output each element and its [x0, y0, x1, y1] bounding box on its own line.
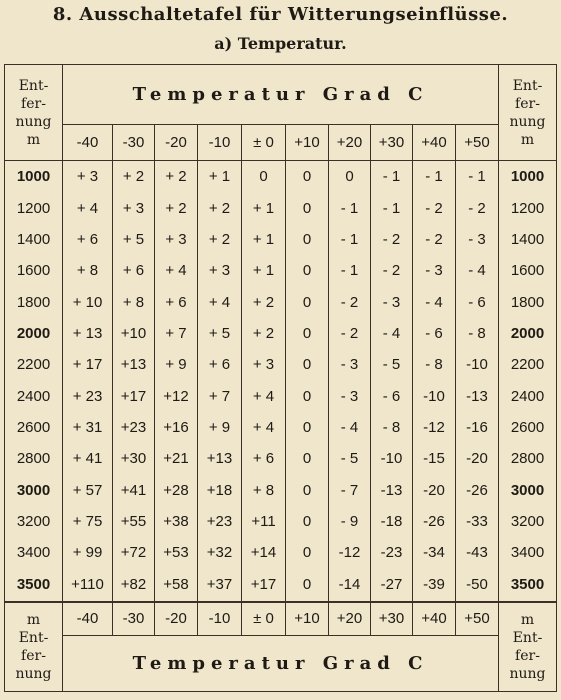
correction-cell: 0 [286, 443, 329, 474]
correction-cell: -12 [413, 412, 456, 443]
distance-header-left [5, 65, 63, 161]
correction-cell: - 5 [371, 349, 413, 380]
distance-footer-line: nung [15, 665, 52, 682]
distance-cell-left: 1600 [5, 255, 63, 286]
correction-cell: - 1 [329, 255, 371, 286]
correction-cell: + 4 [155, 255, 198, 286]
correction-cell: +17 [113, 381, 155, 412]
distance-cell-left: 2600 [5, 412, 63, 443]
correction-cell: + 57 [63, 474, 113, 505]
correction-cell: +53 [155, 537, 198, 568]
correction-cell: - 1 [456, 161, 499, 193]
distance-cell-left: 2200 [5, 349, 63, 380]
temperature-footer: ± 0 [242, 602, 286, 636]
distance-footer-line: fer- [21, 647, 46, 664]
temperature-footer: -30 [113, 602, 155, 636]
correction-cell: +21 [155, 443, 198, 474]
correction-cell: 0 [286, 568, 329, 601]
distance-footer-line: fer- [515, 647, 540, 664]
correction-cell: +23 [113, 412, 155, 443]
section-title: a) Temperatur. [214, 34, 347, 53]
correction-cell: - 6 [413, 318, 456, 349]
temperature-span-header-bottom: Temperatur Grad C [63, 636, 499, 692]
distance-cell-left: 3000 [5, 474, 63, 505]
correction-cell: +72 [113, 537, 155, 568]
correction-cell: - 2 [456, 193, 499, 224]
correction-cell: - 3 [456, 224, 499, 255]
distance-cell-right: 1200 [499, 193, 557, 224]
temperature-header: -40 [63, 125, 113, 161]
correction-cell: + 4 [242, 412, 286, 443]
correction-cell: 0 [286, 287, 329, 318]
page-title: 8. Ausschaltetafel für Witterungseinflüsse. [52, 4, 509, 25]
correction-cell: + 1 [242, 255, 286, 286]
distance-cell-right: 3000 [499, 474, 557, 505]
correction-table [4, 64, 557, 692]
table-row [5, 568, 557, 601]
correction-cell: 0 [286, 506, 329, 537]
distance-cell-left: 3500 [5, 568, 63, 601]
correction-cell: - 6 [371, 381, 413, 412]
correction-cell: - 3 [413, 255, 456, 286]
correction-cell: + 3 [113, 193, 155, 224]
correction-cell: + 75 [63, 506, 113, 537]
temperature-header: ± 0 [242, 125, 286, 161]
correction-cell: -10 [371, 443, 413, 474]
correction-cell: + 31 [63, 412, 113, 443]
table-row [5, 537, 557, 568]
correction-cell: -34 [413, 537, 456, 568]
correction-cell: +13 [113, 349, 155, 380]
temperature-footer: -40 [63, 602, 113, 636]
correction-cell: -16 [456, 412, 499, 443]
correction-cell: + 9 [198, 412, 242, 443]
correction-cell: + 4 [63, 193, 113, 224]
distance-cell-left: 1800 [5, 287, 63, 318]
correction-cell: -13 [371, 474, 413, 505]
distance-cell-right: 2800 [499, 443, 557, 474]
temperature-header-row-top [5, 125, 557, 161]
correction-cell: + 3 [155, 224, 198, 255]
correction-cell: + 41 [63, 443, 113, 474]
temperature-footer: +50 [456, 602, 499, 636]
correction-cell: +11 [242, 506, 286, 537]
correction-cell: - 8 [413, 349, 456, 380]
correction-cell: 0 [286, 537, 329, 568]
correction-cell: -14 [329, 568, 371, 601]
correction-cell: - 1 [329, 224, 371, 255]
correction-cell: +55 [113, 506, 155, 537]
temperature-header: -10 [198, 125, 242, 161]
distance-cell-right: 2200 [499, 349, 557, 380]
correction-cell: + 6 [113, 255, 155, 286]
distance-cell-left: 3200 [5, 506, 63, 537]
distance-cell-right: 3200 [499, 506, 557, 537]
correction-cell: +30 [113, 443, 155, 474]
correction-cell: 0 [286, 474, 329, 505]
distance-cell-left: 1000 [5, 161, 63, 193]
correction-cell: 0 [286, 255, 329, 286]
correction-cell: - 1 [413, 161, 456, 193]
correction-cell: - 2 [371, 255, 413, 286]
distance-header-line: fer- [515, 95, 540, 112]
distance-header-line: fer- [21, 95, 46, 112]
correction-cell: +12 [155, 381, 198, 412]
correction-cell: +37 [198, 568, 242, 601]
correction-cell: - 4 [456, 255, 499, 286]
correction-cell: + 2 [155, 193, 198, 224]
distance-cell-right: 2600 [499, 412, 557, 443]
correction-cell: -15 [413, 443, 456, 474]
table-row [5, 349, 557, 380]
correction-cell: - 3 [329, 349, 371, 380]
correction-cell: + 17 [63, 349, 113, 380]
correction-cell: + 6 [63, 224, 113, 255]
correction-cell: +18 [198, 474, 242, 505]
correction-cell: -26 [413, 506, 456, 537]
table-row [5, 161, 557, 193]
correction-cell: + 13 [63, 318, 113, 349]
distance-footer-line: nung [509, 665, 546, 682]
temperature-header: +40 [413, 125, 456, 161]
correction-cell: + 1 [198, 161, 242, 193]
distance-cell-right: 1800 [499, 287, 557, 318]
correction-cell: - 2 [413, 193, 456, 224]
distance-cell-right: 2400 [499, 381, 557, 412]
correction-cell: - 3 [329, 381, 371, 412]
distance-cell-right: 1600 [499, 255, 557, 286]
correction-cell: +16 [155, 412, 198, 443]
distance-footer-left [5, 602, 63, 692]
correction-cell: + 5 [198, 318, 242, 349]
correction-cell: -26 [456, 474, 499, 505]
correction-cell: - 2 [413, 224, 456, 255]
correction-cell: + 2 [198, 224, 242, 255]
temperature-header: +10 [286, 125, 329, 161]
correction-cell: +28 [155, 474, 198, 505]
correction-cell: - 1 [371, 161, 413, 193]
correction-cell: + 99 [63, 537, 113, 568]
correction-cell: +10 [113, 318, 155, 349]
table-body [5, 161, 557, 602]
temperature-header: -30 [113, 125, 155, 161]
distance-header-line: m [26, 131, 41, 148]
correction-cell: + 3 [198, 255, 242, 286]
correction-cell: 0 [286, 412, 329, 443]
correction-cell: + 1 [242, 224, 286, 255]
correction-cell: + 4 [198, 287, 242, 318]
correction-cell: + 6 [155, 287, 198, 318]
temperature-span-header-top: Temperatur Grad C [63, 65, 499, 125]
correction-cell: + 2 [242, 287, 286, 318]
correction-cell: + 9 [155, 349, 198, 380]
correction-cell: - 2 [329, 318, 371, 349]
correction-cell: -20 [456, 443, 499, 474]
distance-cell-left: 1200 [5, 193, 63, 224]
correction-cell: +23 [198, 506, 242, 537]
distance-cell-right: 3400 [499, 537, 557, 568]
correction-cell: + 8 [63, 255, 113, 286]
correction-cell: + 8 [113, 287, 155, 318]
correction-cell: - 5 [329, 443, 371, 474]
correction-cell: 0 [286, 318, 329, 349]
distance-footer-right [499, 602, 557, 692]
correction-cell: -43 [456, 537, 499, 568]
correction-cell: -50 [456, 568, 499, 601]
correction-cell: - 4 [371, 318, 413, 349]
correction-cell: 0 [286, 193, 329, 224]
distance-footer-line: Ent- [18, 629, 49, 646]
correction-cell: -13 [456, 381, 499, 412]
distance-header-line: Ent- [512, 77, 543, 94]
correction-cell: 0 [286, 161, 329, 193]
correction-cell: -39 [413, 568, 456, 601]
correction-cell: -27 [371, 568, 413, 601]
distance-header-line: Ent- [18, 77, 49, 94]
correction-cell: + 6 [198, 349, 242, 380]
correction-cell: - 1 [371, 193, 413, 224]
correction-cell: -10 [456, 349, 499, 380]
distance-cell-right: 2000 [499, 318, 557, 349]
correction-cell: +38 [155, 506, 198, 537]
temperature-footer: -10 [198, 602, 242, 636]
correction-cell: -20 [413, 474, 456, 505]
distance-cell-right: 1400 [499, 224, 557, 255]
temperature-header: +20 [329, 125, 371, 161]
temperature-header: +50 [456, 125, 499, 161]
correction-cell: + 8 [242, 474, 286, 505]
correction-cell: - 4 [413, 287, 456, 318]
correction-cell: - 2 [371, 224, 413, 255]
correction-cell: + 2 [242, 318, 286, 349]
table-row [5, 318, 557, 349]
correction-cell: +13 [198, 443, 242, 474]
table-row [5, 412, 557, 443]
correction-cell: +41 [113, 474, 155, 505]
distance-cell-left: 1400 [5, 224, 63, 255]
correction-cell: + 2 [198, 193, 242, 224]
temperature-header: -20 [155, 125, 198, 161]
correction-cell: -23 [371, 537, 413, 568]
correction-cell: + 7 [155, 318, 198, 349]
distance-cell-right: 1000 [499, 161, 557, 193]
distance-cell-right: 3500 [499, 568, 557, 601]
distance-cell-left: 3400 [5, 537, 63, 568]
correction-cell: 0 [286, 349, 329, 380]
temperature-footer: +10 [286, 602, 329, 636]
table-row [5, 506, 557, 537]
correction-cell: +32 [198, 537, 242, 568]
correction-cell: +17 [242, 568, 286, 601]
correction-cell: +110 [63, 568, 113, 601]
correction-cell: -18 [371, 506, 413, 537]
table-row [5, 224, 557, 255]
correction-cell: - 9 [329, 506, 371, 537]
table-row [5, 474, 557, 505]
temperature-footer: +20 [329, 602, 371, 636]
table-row [5, 193, 557, 224]
correction-cell: 0 [286, 224, 329, 255]
distance-footer-line: Ent- [512, 629, 543, 646]
correction-cell: + 10 [63, 287, 113, 318]
correction-cell: + 7 [198, 381, 242, 412]
correction-cell: + 6 [242, 443, 286, 474]
distance-cell-left: 2800 [5, 443, 63, 474]
correction-cell: - 3 [371, 287, 413, 318]
correction-cell: + 5 [113, 224, 155, 255]
distance-header-line: nung [15, 113, 52, 130]
correction-cell: +58 [155, 568, 198, 601]
distance-header-right [499, 65, 557, 161]
correction-cell: - 8 [456, 318, 499, 349]
table-row [5, 443, 557, 474]
correction-cell: + 3 [242, 349, 286, 380]
distance-header-line: nung [509, 113, 546, 130]
correction-cell: - 1 [329, 193, 371, 224]
temperature-footer: +40 [413, 602, 456, 636]
correction-cell: - 8 [371, 412, 413, 443]
correction-cell: - 2 [329, 287, 371, 318]
distance-footer-line: m [26, 611, 41, 628]
correction-cell: - 7 [329, 474, 371, 505]
correction-cell: + 23 [63, 381, 113, 412]
temperature-header: +30 [371, 125, 413, 161]
distance-footer-line: m [520, 611, 535, 628]
distance-cell-left: 2400 [5, 381, 63, 412]
distance-cell-left: 2000 [5, 318, 63, 349]
correction-cell: -33 [456, 506, 499, 537]
correction-cell: + 2 [113, 161, 155, 193]
table-row [5, 381, 557, 412]
correction-cell: + 2 [155, 161, 198, 193]
temperature-footer: +30 [371, 602, 413, 636]
correction-cell: + 1 [242, 193, 286, 224]
correction-cell: -12 [329, 537, 371, 568]
table-row [5, 287, 557, 318]
correction-cell: 0 [286, 381, 329, 412]
temperature-footer: -20 [155, 602, 198, 636]
correction-cell: -10 [413, 381, 456, 412]
correction-cell: - 6 [456, 287, 499, 318]
correction-cell: +14 [242, 537, 286, 568]
correction-cell: 0 [242, 161, 286, 193]
correction-cell: +82 [113, 568, 155, 601]
table-row [5, 255, 557, 286]
correction-cell: - 4 [329, 412, 371, 443]
correction-cell: 0 [329, 161, 371, 193]
correction-cell: + 4 [242, 381, 286, 412]
correction-cell: + 3 [63, 161, 113, 193]
distance-header-line: m [520, 131, 535, 148]
